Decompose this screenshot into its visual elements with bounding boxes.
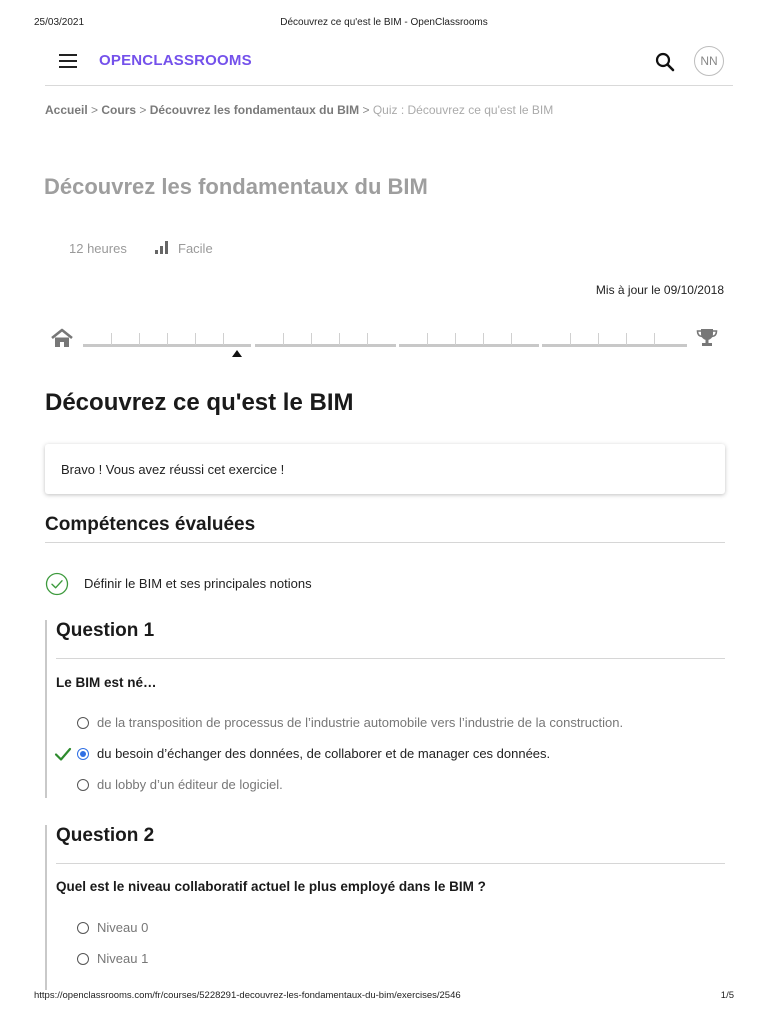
divider: [45, 542, 725, 543]
search-icon[interactable]: [653, 50, 677, 74]
radio-button-selected[interactable]: [77, 748, 89, 760]
skills-heading: Compétences évaluées: [45, 514, 256, 535]
breadcrumb-current: Quiz : Découvrez ce qu'est le BIM: [372, 103, 554, 117]
course-duration: 12 heures: [69, 241, 127, 256]
breadcrumb-course[interactable]: Découvrez les fondamentaux du BIM: [149, 103, 360, 117]
check-circle-icon: [45, 572, 69, 596]
quiz-result-box: [45, 444, 725, 494]
course-meta: [69, 241, 213, 256]
checkmark-icon: [54, 746, 72, 762]
answer-label: de la transposition de processus de l’industrie automobile vers l’industrie de la construction.: [97, 715, 624, 730]
quiz-result-message: Bravo ! Vous avez réussi cet exercice !: [61, 462, 285, 477]
answer-label: du lobby d’un éditeur de logiciel.: [97, 777, 283, 792]
divider: [56, 658, 725, 659]
question-heading: Question 2: [56, 825, 155, 846]
breadcrumb-courses[interactable]: Cours: [101, 103, 137, 117]
progress-segment-3[interactable]: [399, 344, 539, 347]
radio-button[interactable]: [77, 717, 89, 729]
question-prompt: Quel est le niveau collaboratif actuel le plus employé dans le BIM ?: [56, 879, 486, 894]
print-footer: [34, 990, 734, 1004]
top-navigation-bar: [45, 40, 733, 86]
quiz-title: Découvrez ce qu'est le BIM: [45, 389, 354, 416]
trophy-icon[interactable]: [696, 328, 718, 348]
question-heading: Question 1: [56, 620, 155, 641]
home-icon[interactable]: [50, 328, 74, 348]
skill-label: Définir le BIM et ses principales notions: [84, 576, 312, 591]
menu-icon[interactable]: [59, 54, 77, 68]
radio-button[interactable]: [77, 779, 89, 791]
course-progress: [50, 326, 722, 364]
question-prompt: Le BIM est né…: [56, 675, 157, 690]
print-page-title: Découvrez ce qu'est le BIM - OpenClassrooms: [280, 17, 488, 28]
answer-label: Niveau 1: [97, 951, 149, 966]
breadcrumb-separator: >: [139, 103, 147, 117]
updated-date: Mis à jour le 09/10/2018: [595, 283, 724, 297]
openclassrooms-logo[interactable]: OPENCLASSROOMS: [99, 52, 252, 69]
breadcrumb: [45, 103, 725, 117]
difficulty-bars-icon: [155, 241, 169, 254]
course-title: Découvrez les fondamentaux du BIM: [44, 174, 428, 199]
user-avatar[interactable]: NN: [694, 46, 724, 76]
course-difficulty: [155, 241, 213, 256]
print-url: https://openclassrooms.com/fr/courses/5228291-decouvrez-les-fondamentaux-du-bim/exercises/2546: [34, 990, 461, 1001]
divider: [56, 863, 725, 864]
breadcrumb-home[interactable]: Accueil: [45, 103, 88, 117]
print-date: 25/03/2021: [34, 17, 85, 28]
radio-button[interactable]: [77, 953, 89, 965]
breadcrumb-separator: >: [362, 103, 370, 117]
print-header: [34, 17, 734, 31]
breadcrumb-separator: >: [91, 103, 99, 117]
progress-segment-4[interactable]: [542, 344, 687, 347]
answer-label: Niveau 0: [97, 920, 149, 935]
progress-segment-2[interactable]: [255, 344, 396, 347]
radio-button[interactable]: [77, 922, 89, 934]
answer-label: du besoin d’échanger des données, de collaborer et de manager ces données.: [97, 746, 551, 761]
question-1: [45, 620, 725, 798]
question-2: [45, 825, 725, 990]
course-difficulty-label: Facile: [178, 241, 213, 256]
skill-item: [45, 572, 725, 596]
current-position-marker: [232, 350, 242, 357]
print-page-count: 1/5: [720, 990, 734, 1001]
